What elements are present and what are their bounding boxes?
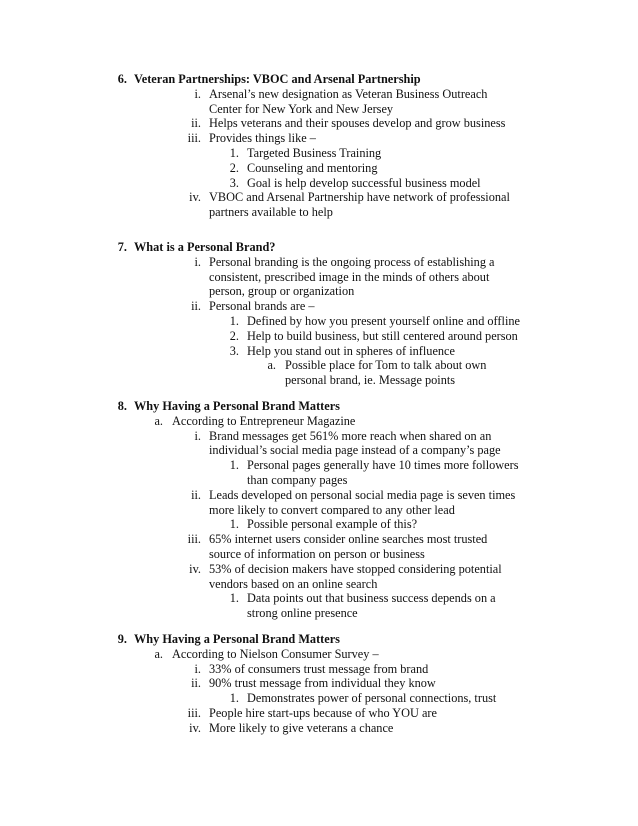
list-marker: iii. — [187, 532, 201, 547]
list-item-text: Targeted Business Training — [247, 146, 382, 160]
list-item-text: Arsenal’s new designation as Veteran Business Outreach — [209, 86, 488, 101]
list-item-text: 65% internet users consider online searches most trusted — [209, 532, 488, 547]
list-marker: iii. — [187, 131, 201, 146]
section-number: 6. — [117, 72, 127, 86]
list-marker: 1. — [229, 146, 239, 160]
list-item-text: source of information on person or business — [209, 547, 425, 561]
section-number: 8. — [117, 399, 127, 413]
section-title: Why Having a Personal Brand Matters — [134, 632, 340, 646]
list-marker: 1. — [229, 314, 239, 328]
list-marker: ii. — [191, 676, 201, 691]
list-item-text: individual’s social media page instead of a company’s page — [209, 443, 501, 458]
list-marker: 3. — [229, 343, 239, 358]
section-title: Veteran Partnerships: VBOC and Arsenal Partnership — [134, 72, 421, 86]
list-item-text: personal brand, ie. Message points — [285, 373, 456, 388]
list-marker: 2. — [229, 328, 239, 343]
list-item-text: Help to build business, but still centered around person — [247, 328, 518, 343]
list-item-text: According to Entrepreneur Magazine — [172, 413, 356, 428]
list-item-text: Help you stand out in spheres of influence — [247, 343, 455, 358]
list-marker: 1. — [229, 517, 239, 532]
list-marker: ii. — [191, 299, 201, 314]
list-marker: iv. — [189, 561, 201, 576]
list-item-text: Personal pages generally have 10 times more followers — [247, 458, 519, 473]
list-item-text: Personal branding is the ongoing process of establishing a — [209, 254, 495, 269]
list-item-text: VBOC and Arsenal Partnership have network of professional — [209, 190, 510, 205]
list-marker: i. — [194, 428, 201, 443]
list-item-text: Goal is help develop successful business model — [247, 175, 481, 190]
list-marker: iv. — [189, 190, 201, 205]
list-item-text: Helps veterans and their spouses develop and grow business — [209, 116, 506, 131]
list-marker: i. — [194, 86, 201, 101]
list-marker: 3. — [229, 175, 239, 190]
list-item-text: Leads developed on personal social media page is seven times — [209, 487, 516, 502]
list-item-text: Demonstrates power of personal connections, trust — [247, 691, 497, 706]
list-item-text: consistent, prescribed image in the minds of others about — [209, 269, 490, 284]
list-item-text: Possible place for Tom to talk about own — [285, 358, 487, 373]
list-item-text: person, group or organization — [209, 284, 355, 299]
list-marker: a. — [267, 358, 276, 373]
list-marker: iv. — [189, 720, 201, 735]
list-item-text: 33% of consumers trust message from brand — [209, 661, 429, 676]
list-item-text: 90% trust message from individual they know — [209, 676, 436, 691]
list-marker: i. — [194, 254, 201, 269]
list-item-text: Data points out that business success depends on a — [247, 591, 496, 606]
list-item-text: According to Nielson Consumer Survey – — [172, 646, 379, 661]
list-item-text: 53% of decision makers have stopped considering potential — [209, 561, 502, 576]
list-marker: ii. — [191, 487, 201, 502]
list-marker: 1. — [229, 691, 239, 706]
list-marker: 1. — [229, 591, 239, 606]
list-item-text: partners available to help — [209, 205, 333, 220]
section-number: 7. — [117, 240, 127, 254]
section-title: What is a Personal Brand? — [134, 240, 276, 254]
list-marker: a. — [154, 646, 163, 661]
list-marker: i. — [194, 661, 201, 676]
list-marker: 2. — [229, 160, 239, 175]
list-marker: a. — [154, 413, 163, 428]
list-item-text: Provides things like – — [209, 131, 316, 146]
list-item-text: Personal brands are – — [209, 299, 315, 314]
list-item-text: strong online presence — [247, 606, 358, 621]
list-item-text: People hire start-ups because of who YOU are — [209, 706, 437, 720]
list-item-text: Center for New York and New Jersey — [209, 101, 394, 116]
section-number: 9. — [117, 632, 127, 646]
list-marker: iii. — [187, 706, 201, 720]
list-item-text: Brand messages get 561% more reach when shared on an — [209, 428, 492, 443]
list-marker: 1. — [229, 458, 239, 473]
list-marker: ii. — [191, 116, 201, 131]
list-item-text: Counseling and mentoring — [247, 160, 378, 175]
section-title: Why Having a Personal Brand Matters — [134, 399, 340, 413]
list-item-text: More likely to give veterans a chance — [209, 720, 394, 735]
list-item-text: more likely to convert compared to any other lead — [209, 502, 455, 517]
list-item-text: vendors based on an online search — [209, 576, 378, 591]
list-item-text: than company pages — [247, 473, 348, 487]
list-item-text: Defined by how you present yourself online and offline — [247, 314, 520, 328]
list-item-text: Possible personal example of this? — [247, 517, 418, 532]
